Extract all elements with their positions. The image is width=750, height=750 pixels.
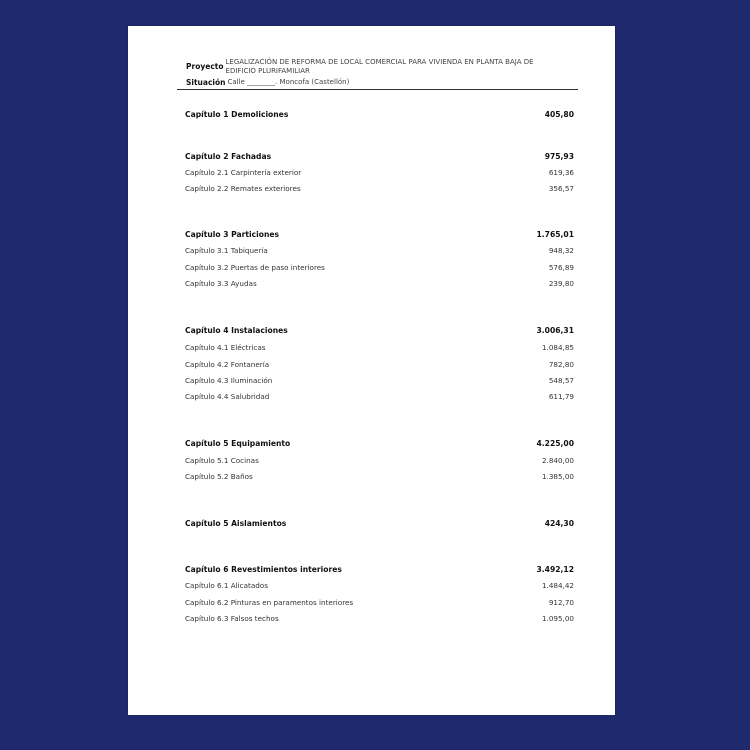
proyecto-row xyxy=(186,58,566,76)
row-amount: 1.084,85 xyxy=(541,343,574,352)
row-label: Capítulo 2 Fachadas xyxy=(185,152,272,161)
row-label: Capítulo 2.2 Remates exteriores xyxy=(185,184,301,193)
row-amount: 1.484,42 xyxy=(541,581,574,590)
document-header xyxy=(186,58,566,90)
row-label: Capítulo 6.2 Pinturas en paramentos interiores xyxy=(185,598,354,607)
document-page xyxy=(128,26,615,715)
proyecto-value: LEGALIZACIÓN DE REFORMA DE LOCAL COMERCIAL PARA VIVIENDA EN PLANTA BAJA DE EDIFICIO PLURIFAMILIAR xyxy=(225,58,534,76)
chapter-row xyxy=(185,110,574,119)
row-amount: 912,70 xyxy=(548,598,574,607)
row-amount: 948,32 xyxy=(548,246,574,255)
row-label: Capítulo 4.1 Eléctricas xyxy=(185,343,266,352)
situacion-label: Situación xyxy=(186,78,226,88)
subchapter-row xyxy=(185,581,574,590)
subchapter-row xyxy=(185,343,574,352)
situacion-row xyxy=(186,78,566,88)
row-label: Capítulo 5.1 Cocinas xyxy=(185,456,259,465)
row-label: Capítulo 6.3 Falsos techos xyxy=(185,614,279,623)
row-amount: 239,80 xyxy=(548,279,574,288)
chapter-row xyxy=(185,326,574,335)
subchapter-row xyxy=(185,598,574,607)
row-amount: 424,30 xyxy=(544,519,574,528)
chapter-row xyxy=(185,519,574,528)
row-label: Capítulo 2.1 Carpintería exterior xyxy=(185,168,302,177)
row-label: Capítulo 6.1 Alicatados xyxy=(185,581,268,590)
row-label: Capítulo 3.2 Puertas de paso interiores xyxy=(185,263,325,272)
row-amount: 4.225,00 xyxy=(536,439,574,448)
row-amount: 405,80 xyxy=(544,110,574,119)
row-amount: 1.095,00 xyxy=(541,614,574,623)
subchapter-row xyxy=(185,360,574,369)
subchapter-row xyxy=(185,279,574,288)
row-label: Capítulo 4.3 Iluminación xyxy=(185,376,273,385)
row-amount: 975,93 xyxy=(544,152,574,161)
row-amount: 1.765,01 xyxy=(536,230,574,239)
row-amount: 782,80 xyxy=(548,360,574,369)
row-label: Capítulo 1 Demoliciones xyxy=(185,110,289,119)
row-label: Capítulo 5.2 Baños xyxy=(185,472,253,481)
proyecto-label: Proyecto xyxy=(186,62,224,71)
chapter-row xyxy=(185,565,574,574)
row-label: Capítulo 6 Revestimientos interiores xyxy=(185,565,342,574)
row-amount: 576,89 xyxy=(548,263,574,272)
subchapter-row xyxy=(185,614,574,623)
chapter-row xyxy=(185,230,574,239)
situacion-value: Calle ________. Moncofa (Castellón) xyxy=(227,78,350,87)
row-label: Capítulo 5 Aislamientos xyxy=(185,519,287,528)
row-amount: 619,36 xyxy=(548,168,574,177)
row-label: Capítulo 3 Particiones xyxy=(185,230,280,239)
chapter-row xyxy=(185,152,574,161)
subchapter-row xyxy=(185,472,574,481)
row-amount: 548,57 xyxy=(548,376,574,385)
row-label: Capítulo 4.2 Fontanería xyxy=(185,360,270,369)
subchapter-row xyxy=(185,168,574,177)
row-label: Capítulo 5 Equipamiento xyxy=(185,439,291,448)
row-label: Capítulo 4.4 Salubridad xyxy=(185,392,270,401)
row-amount: 1.385,00 xyxy=(541,472,574,481)
row-label: Capítulo 3.1 Tabiquería xyxy=(185,246,268,255)
row-label: Capítulo 4 Instalaciones xyxy=(185,326,288,335)
row-amount: 356,57 xyxy=(548,184,574,193)
subchapter-row xyxy=(185,392,574,401)
chapter-row xyxy=(185,439,574,448)
row-amount: 3.006,31 xyxy=(536,326,574,335)
subchapter-row xyxy=(185,263,574,272)
header-divider xyxy=(177,89,578,90)
subchapter-row xyxy=(185,184,574,193)
subchapter-row xyxy=(185,456,574,465)
row-amount: 3.492,12 xyxy=(536,565,574,574)
row-amount: 2.840,00 xyxy=(541,456,574,465)
subchapter-row xyxy=(185,376,574,385)
subchapter-row xyxy=(185,246,574,255)
row-amount: 611,79 xyxy=(548,392,574,401)
row-label: Capítulo 3.3 Ayudas xyxy=(185,279,257,288)
